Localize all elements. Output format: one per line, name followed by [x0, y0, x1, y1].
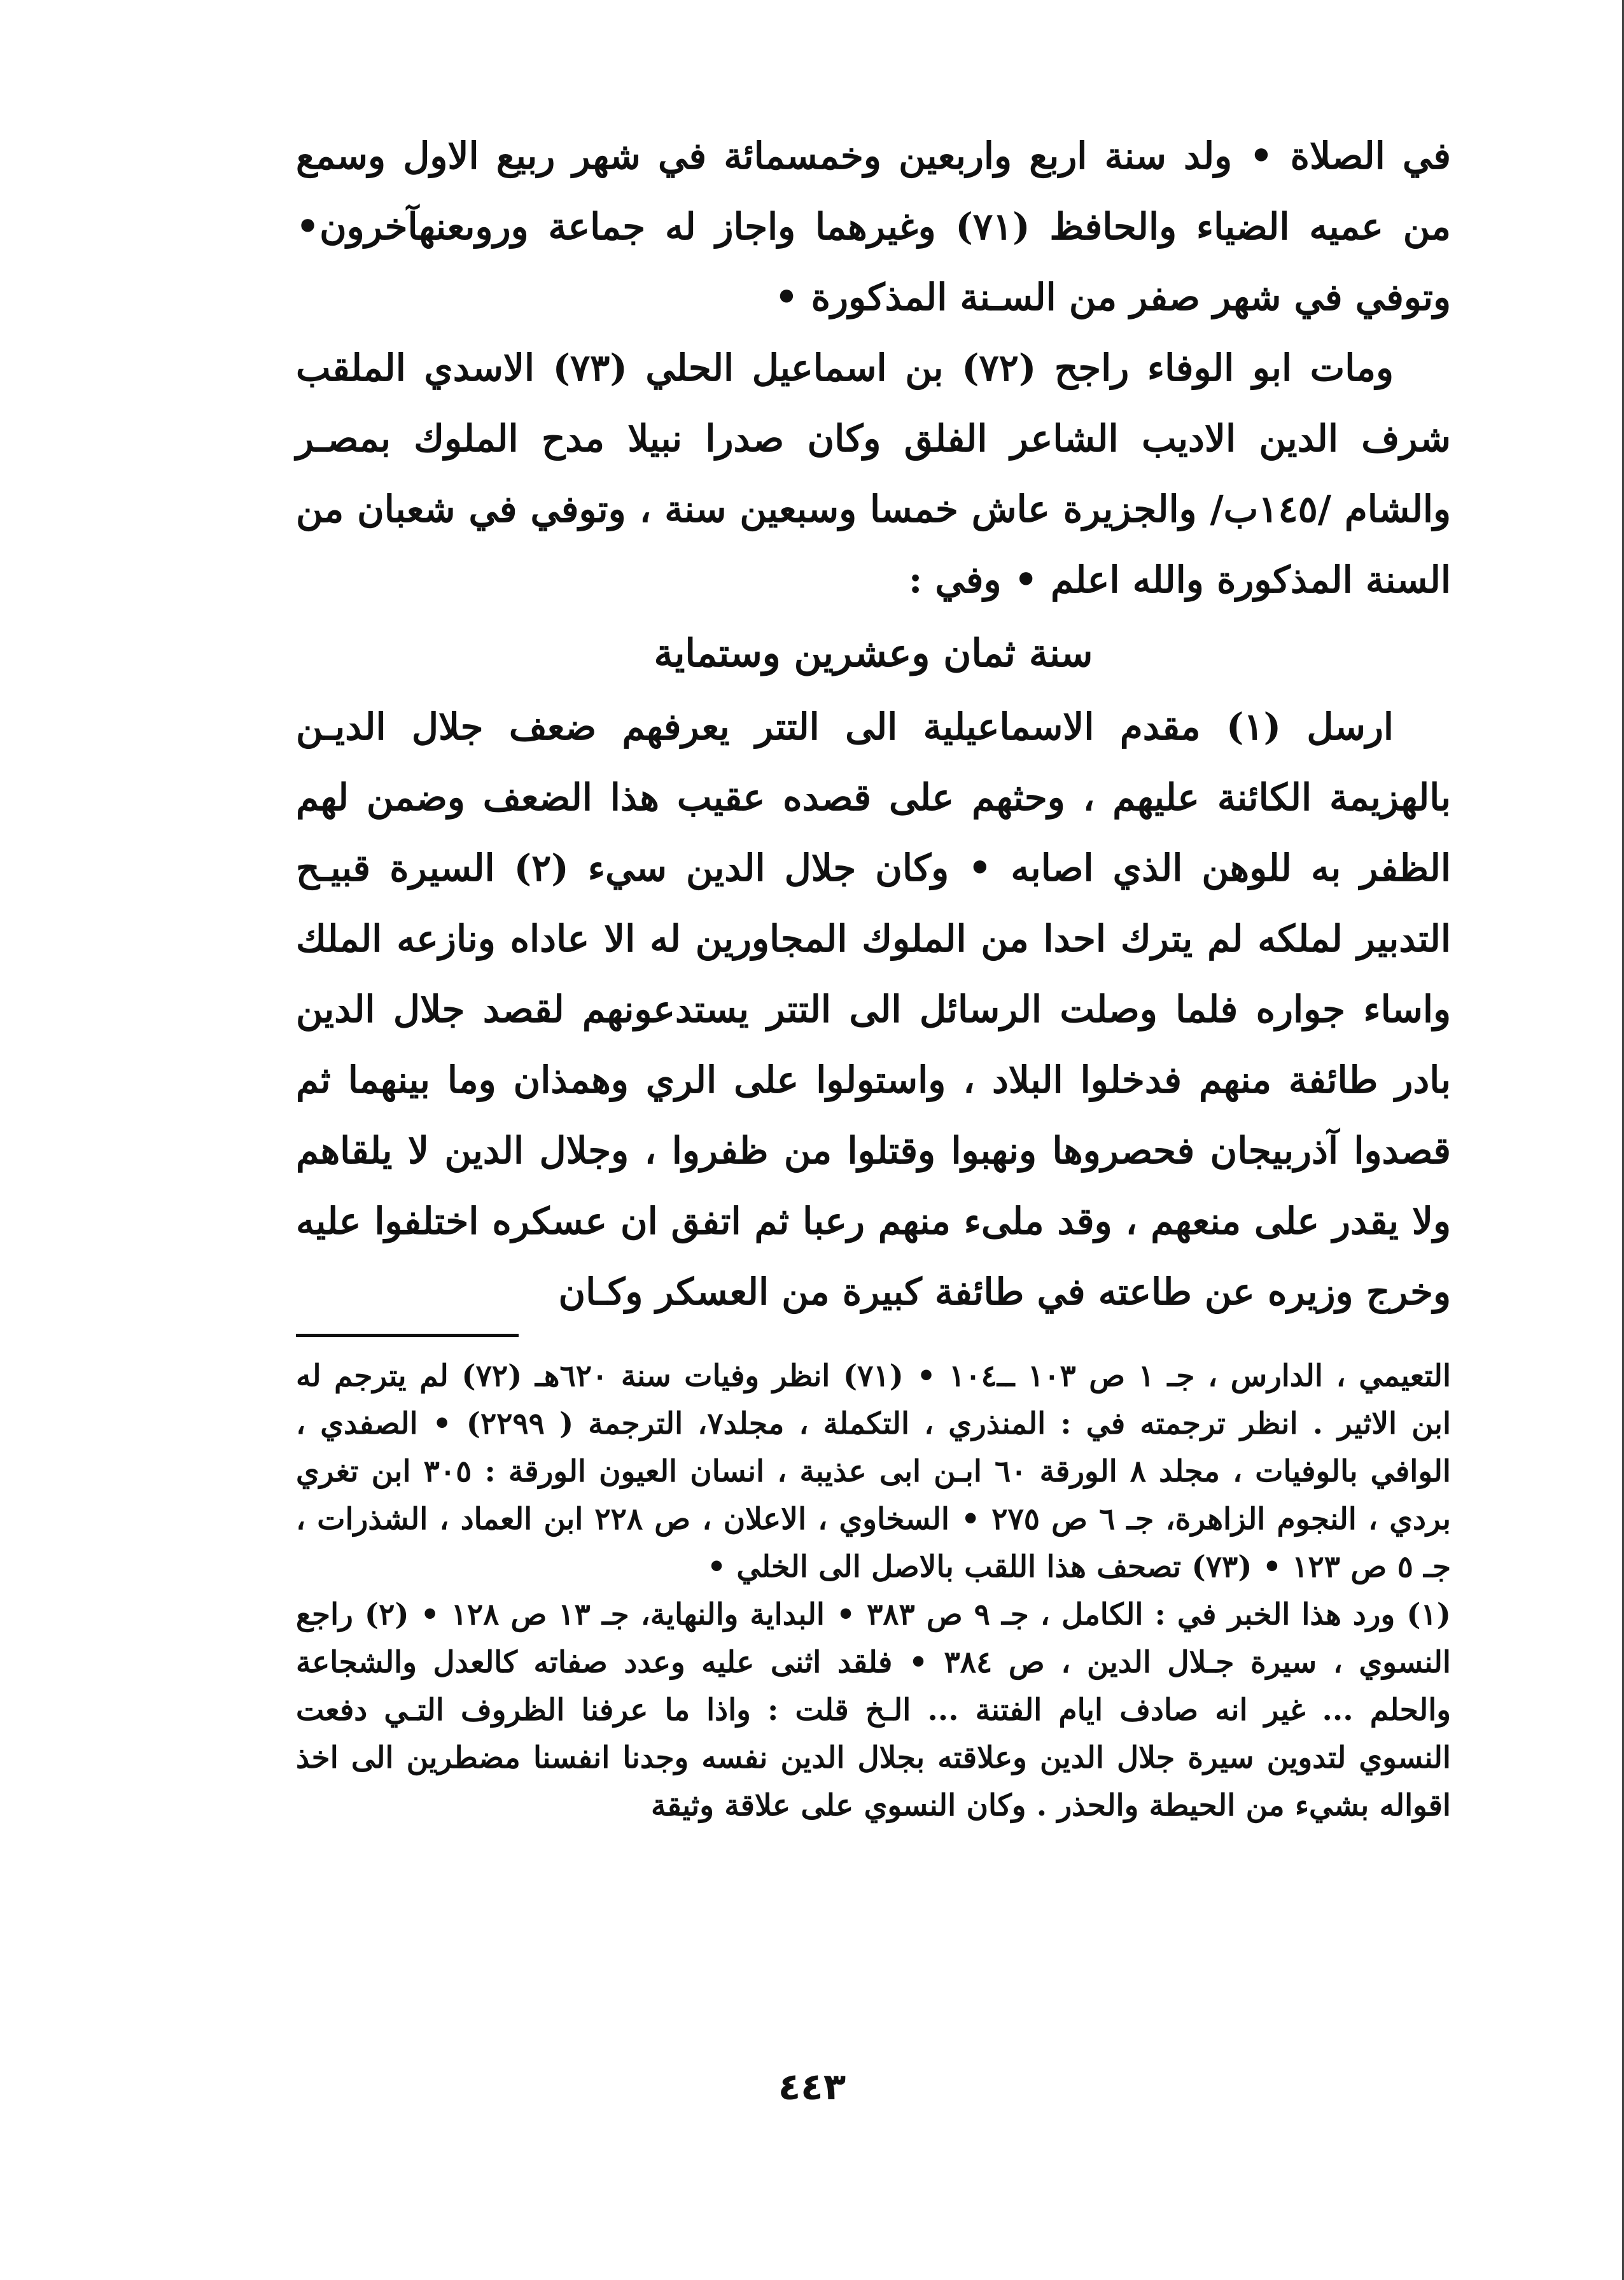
footnote-block-2	[296, 1591, 1451, 1829]
footnote-separator	[296, 1327, 1451, 1352]
paragraph-3	[296, 692, 1451, 1327]
page-content	[296, 121, 1451, 1829]
section-heading: سنة ثمان وعشرين وستماية	[654, 631, 1093, 676]
paragraph-2	[296, 333, 1451, 615]
footnote-block-2-text: (١) ورد هذا الخبر في : الكامل ، جـ ٩ ص ٣٨٣ • البداية والنهاية، جـ ١٣ ص ١٢٨ • (٢) راجع النسوي ، سيرة جـلال الدين ، ص ٣٨٤ • فلقد اثنى عليه وعدد صفاته كالعدل والشجاعة والحلم ... غير انه صادف ايام الفتنة ... الـخ قلت : واذا ما عرفنا الظروف التـي دفعت النسوي لتدوين سيرة جلال الدين وعلاقته بجلال الدين نفسه وجدنا انفسنا مضطرين الى اخذ اقواله بشيء من الحيطة والحذر . وكان النسوي على علاقة وثيقة	[296, 1597, 1451, 1823]
footnote-rule	[296, 1334, 519, 1337]
paragraph-1: في الصلاة • ولد سنة اربع واربعين وخمسمائة في شهر ربيع الاول وسمع من عميه الضياء والحافظ (٧١) وغيرهما واجاز له جماعة وروىعنهآخرون• وتوفي في شهر صفر من السـنة المذكورة •	[296, 134, 1451, 319]
page-number: ٤٤٣	[778, 2065, 846, 2108]
paragraph-3-text: ارسل (١) مقدم الاسماعيلية الى التتر يعرفهم ضعف جلال الديـن بالهزيمة الكائنة عليهم ، وحثهم على قصده عقيب هذا الضعف وضمن لهم الظفر به للوهن الذي اصابه • وكان جلال الدين سيء (٢) السيرة قبيـح التدبير لملكه لم يترك احدا من الملوك المجاورين له الا عاداه ونازعه الملك واساء جواره فلما وصلت الرسائل الى التتر يستدعونهم لقصد جلال الدين بادر طائفة منهم فدخلوا البلاد ، واستولوا على الري وهمذان وما بينهما ثم قصدوا آذربيجان فحصروها ونهبوا وقتلوا من ظفروا ، وجلال الدين لا يلقاهم ولا يقدر على منعهم ، وقد ملىء منهم رعبا ثم اتفق ان عسكره اختلفوا عليه وخرج وزيره عن طاعته في طائفة كبيرة من العسكر وكـان	[296, 705, 1451, 1313]
paragraph-2-text: ومات ابو الوفاء راجح (٧٢) بن اسماعيل الحلي (٧٣) الاسدي الملقب شرف الدين الاديب الشاعر الفلق وكان صدرا نبيلا مدح الملوك بمصـر والشام /١٤٥ب/ والجزيرة عاش خمسا وسبعين سنة ، وتوفي في شعبان من السنة المذكورة والله اعلم • وفي :	[296, 346, 1452, 601]
footnote-block-1: التعيمي ، الدارس ، جـ ١ ص ١٠٣ ــ١٠٤ • (٧١) انظر وفيات سنة ٦٢٠هـ (٧٢) لم يترجم له ابن الاثير . انظر ترجمته في : المنذري ، التكملة ، مجلد٧، الترجمة ( ٢٢٩٩) • الصفدي ، الوافي بالوفيات ، مجلد ٨ الورقة ٦٠ ابـن ابى عذيبة ، انسان العيون الورقة : ٣٠٥ ابن تغري بردي ، النجوم الزاهرة، جـ ٦ ص ٢٧٥ • السخاوي ، الاعلان ، ص ٢٢٨ ابن العماد ، الشذرات ، جـ ٥ ص ١٢٣ • (٧٣) تصحف هذا اللقب بالاصل الى الخلي •	[296, 1359, 1452, 1584]
